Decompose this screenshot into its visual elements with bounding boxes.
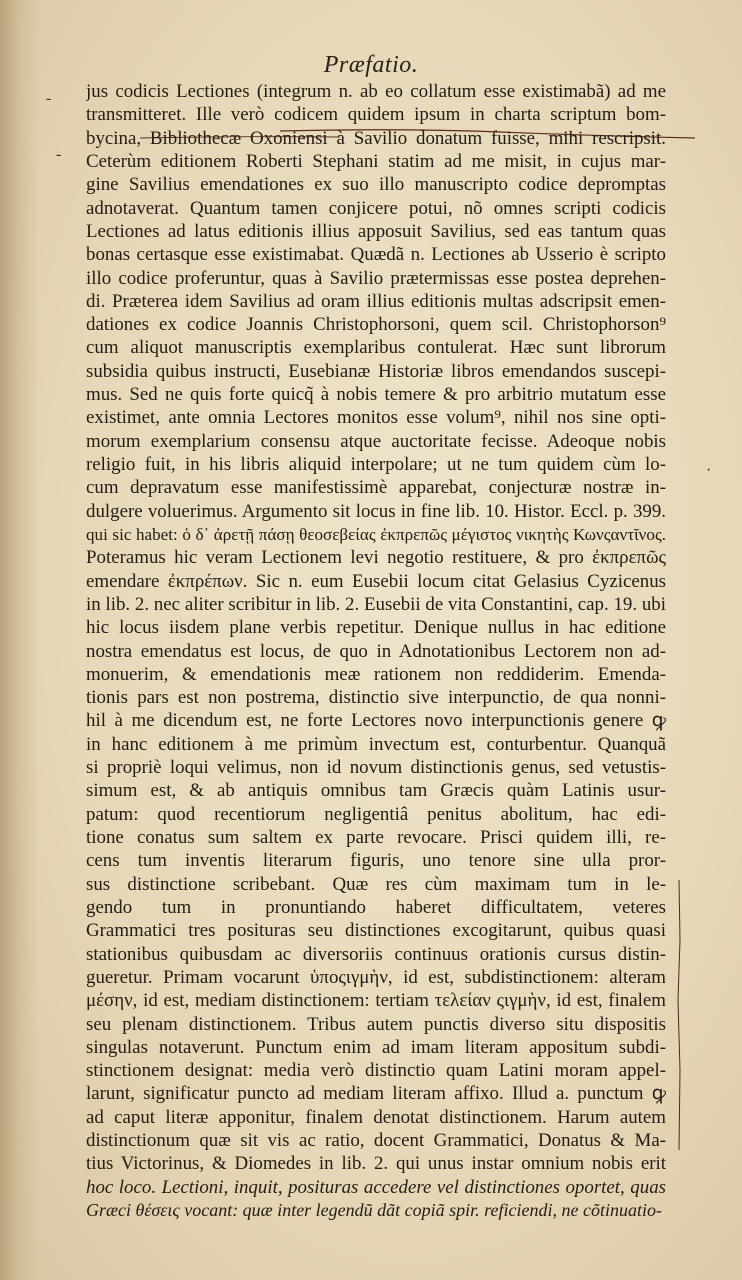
text-line: religio fuit, in his libris aliquid interpolare; ut ne tum quidem cùm lo-: [86, 454, 666, 475]
text-line-italic: Græci θέσεις vocant: quæ inter legendũ dãt copiã spir. reficiendi, ne cõtinuatio-: [86, 1200, 662, 1220]
text-line: existimet, ante omnia Lectores monitos esse volum⁹, nihil nos sine opti-: [86, 407, 666, 429]
text-line: subsidia quibus instructi, Eusebianæ Historiæ libros emendandos suscepi-: [86, 360, 666, 382]
text-line: Lectiones ad latus editionis illius apposuit Savilius, sed eas tantum quas: [86, 220, 666, 242]
text-line: μέσην, id est, mediam distinctionem: tertiam τελείαν ςιγμὴν, id est, finalem: [86, 990, 666, 1012]
text-line: hic locus iisdem plane verbis repetitur. Denique nullus in hac editione: [86, 617, 666, 639]
text-line: cens tum inventis literarum figuris, uno tenore sine ulla pror-: [86, 850, 666, 872]
text-line: ad caput literæ apponitur, finalem denotat distinctionem. Harum autem: [86, 1106, 666, 1128]
text-line: gueretur. Primam vocarunt ὑποςιγμὴν, id est, subdistinctionem: alteram: [86, 966, 666, 988]
text-line: tionis pars est non postrema, distinctio sive interpunctio, de qua nonni-: [86, 687, 666, 709]
text-line: tius Victorinus, & Diomedes in lib. 2. qui unus instar omnium nobis erit: [86, 1153, 666, 1175]
text-line: bonas certasque esse existimabat. Quædã n. Lectiones ab Usserio è scripto: [86, 244, 666, 266]
gutter-shadow: [0, 0, 40, 1280]
text-line: tione conatus sum saltem ex parte revocare. Prisci quidem illi, re-: [86, 827, 666, 848]
margin-mark: ·: [706, 462, 712, 479]
text-line: in hanc editionem à me primùm invectum est, conturbentur. Quanquã: [86, 733, 666, 755]
text-line: adnotaverat. Quantum tamen conjicere potui, nõ omnes scripti codicis: [86, 197, 666, 219]
text-line: Ceterùm editionem Roberti Stephani statim ad me misit, in cujus mar-: [86, 150, 666, 172]
text-line: distinctionum quæ sit vis ac ratio, docent Grammatici, Donatus & Ma-: [86, 1130, 666, 1152]
text-line: nostra emendatus est locus, de quo in Adnotationibus Lectorem non ad-: [86, 640, 666, 662]
running-title: Præfatio.: [323, 52, 419, 78]
text-line: di. Præterea idem Savilius ad oram illius editionis multas adscripsit emen-: [86, 290, 666, 312]
text-line: gendo tum in pronuntiando haberet difficultatem, veteres: [86, 896, 666, 918]
text-line: emendare ἐκπρέπων. Sic n. eum Eusebii locum citat Gelasius Cyzicenus: [86, 570, 666, 592]
text-column: [86, 80, 666, 1222]
text-line: transmitteret. Ille verò codicem quidem ipsum in charta scriptum bom-: [86, 104, 666, 126]
text-line: singulas notaverunt. Punctum enim ad imam literam appositum subdi-: [86, 1036, 666, 1058]
text-line: hil à me dicendum est, ne forte Lectores novo interpunctionis genere ꝙ: [86, 710, 666, 732]
text-line: seu plenam distinctionem. Tribus autem punctis diverso situ dispositis: [86, 1013, 666, 1035]
text-line: jus codicis Lectiones (integrum n. ab eo collatum esse existimabã) ad me: [86, 81, 666, 102]
text-line: illo codice proferuntur, quas à Savilio prætermissas esse postea deprehen-: [86, 267, 666, 289]
text-line: Poteramus hic veram Lectionem levi negotio restituere, & pro ἐκπρεπῶς: [86, 547, 666, 569]
text-line: bycina, Bibliothecæ Oxoniensi à Savilio donatum fuisse, mihi rescripsit.: [86, 127, 666, 149]
text-line: si propriè loqui velimus, non id novum distinctionis genus, sed vetustis-: [86, 757, 666, 779]
text-line: mus. Sed ne quis forte quicq̃ à nobis temere & pro arbitrio mutatum esse: [86, 384, 666, 406]
margin-mark: -: [56, 146, 62, 163]
text-line: larunt, significatur puncto ad mediam literam affixo. Illud a. punctum ꝙ: [86, 1083, 666, 1105]
text-line: dulgere voluerimus. Argumento sit locus in fine lib. 10. Histor. Eccl. p. 399.: [86, 500, 666, 522]
text-line-greek: qui sic habet: ὁ δ᾽ ἀρετῇ πάσῃ θεοσεβείας ἐκπρεπῶς μέγιστος νικητὴς Κωνςαντῖνος.: [86, 524, 666, 544]
text-line: stationibus quibusdam ac diversoriis continuus orationis cursus distin-: [86, 943, 666, 965]
text-line: stinctionem designat: media verò distinctio quam Latini moram appel-: [86, 1060, 666, 1082]
text-line: patum: quod recentiorum negligentiâ penitus abolitum, hac edi-: [86, 803, 666, 825]
text-line: morum exemplarium consensu atque auctoritate fecisse. Adeoque nobis: [86, 430, 666, 452]
margin-mark: -: [46, 90, 52, 107]
text-line: sus distinctione scribebant. Quæ res cùm maximam tum in le-: [86, 873, 666, 895]
text-line: cum depravatum esse manifestissimè apparebat, conjecturæ nostræ in-: [86, 477, 666, 499]
margin-pen-line: [676, 880, 682, 1150]
text-line: in lib. 2. nec aliter scribitur in lib. 2. Eusebii de vita Constantini, cap. 19. ubi: [86, 593, 666, 615]
text-line-italic: hoc loco. Lectioni, inquit, posituras accedere vel distinctiones oportet, quas: [86, 1176, 666, 1198]
text-line: simum est, & ab antiquis omnibus tam Græcis quàm Latinis usur-: [86, 780, 666, 802]
text-line: monuerim, & emendationis meæ rationem non reddiderim. Emenda-: [86, 663, 666, 685]
text-line: cum aliquot manuscriptis exemplaribus contulerat. Hæc sunt librorum: [86, 337, 666, 359]
text-line: Grammatici tres posituras seu distinctiones excogitarunt, quibus quasi: [86, 920, 666, 942]
text-line: dationes ex codice Joannis Christophorsoni, quem scil. Christophorson⁹: [86, 314, 666, 336]
text-line: gine Savilius emendationes ex suo illo manuscripto codice depromptas: [86, 174, 666, 196]
